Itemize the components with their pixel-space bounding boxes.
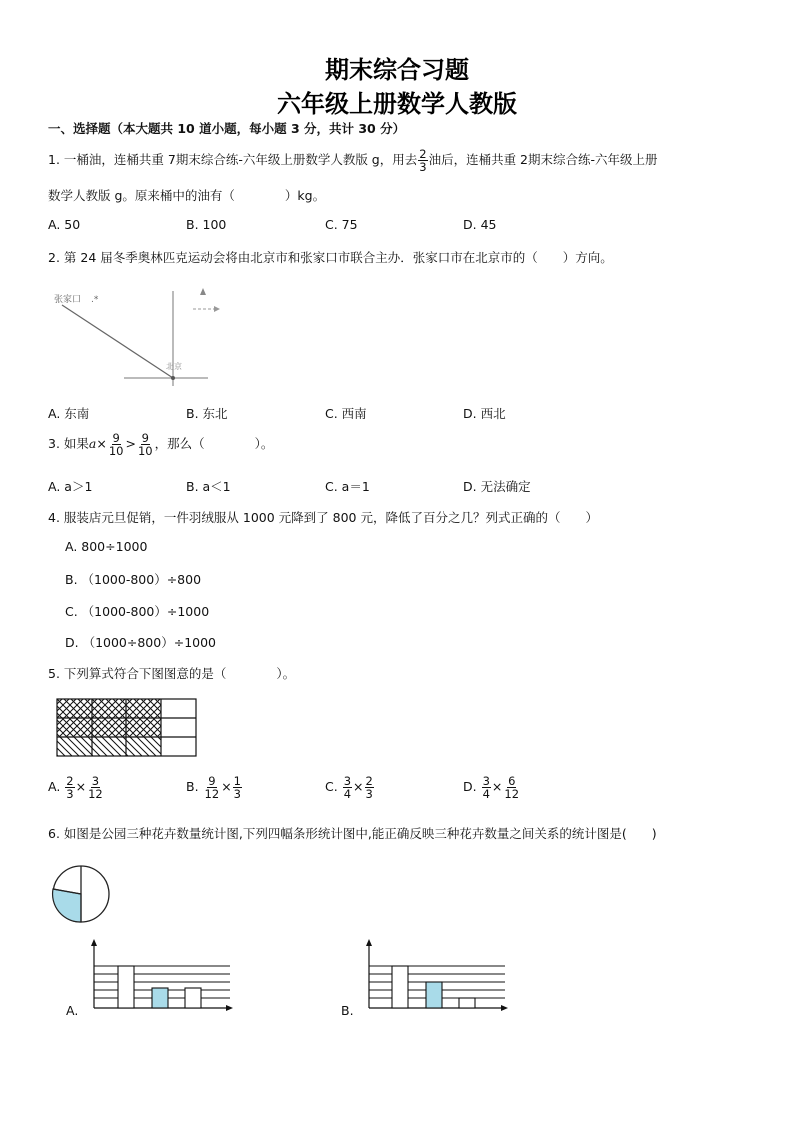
variable-a: a bbox=[88, 436, 97, 452]
question-1-option-c[interactable]: C. 75 bbox=[325, 217, 358, 232]
fraction-numerator: 6 bbox=[508, 774, 516, 788]
bar-chart-b bbox=[361, 938, 511, 1014]
fraction-denominator: 10 bbox=[108, 444, 124, 459]
question-5-option-b[interactable] bbox=[186, 775, 243, 800]
option-label: B. bbox=[186, 779, 199, 795]
fraction-denominator: 3 bbox=[233, 787, 241, 802]
option-label: A. bbox=[48, 779, 61, 795]
fraction-denominator: 3 bbox=[66, 787, 74, 802]
question-5-option-a[interactable] bbox=[48, 775, 105, 800]
x-axis-arrow-icon bbox=[501, 1005, 508, 1011]
fraction-2 bbox=[87, 775, 104, 800]
bar-3 bbox=[459, 998, 475, 1008]
option-label: C. bbox=[325, 779, 338, 795]
fraction-numerator: 3 bbox=[482, 774, 490, 788]
y-axis-arrow-icon bbox=[91, 939, 97, 946]
fraction-1 bbox=[65, 775, 74, 800]
question-5-text: 5. 下列算式符合下图图意的是（ ）。 bbox=[48, 666, 296, 681]
fraction-denominator: 12 bbox=[204, 787, 220, 802]
fraction-denominator: 3 bbox=[365, 787, 373, 802]
option-label: D. bbox=[463, 779, 477, 795]
pie-chart bbox=[50, 863, 114, 927]
fraction-numerator: 3 bbox=[343, 774, 352, 788]
question-1-fraction bbox=[418, 148, 427, 173]
question-2-option-c[interactable]: C. 西南 bbox=[325, 406, 367, 421]
question-1-text-a: 1. 一桶油，连桶共重 7期末综合练-六年级上册数学人教版 g，用去 bbox=[48, 152, 418, 168]
east-arrow-icon bbox=[214, 306, 220, 312]
grid-diagram bbox=[56, 698, 198, 758]
fraction-numerator: 9 bbox=[141, 431, 149, 445]
question-5-option-d[interactable] bbox=[463, 775, 521, 800]
question-6-option-a[interactable]: A. bbox=[66, 1003, 79, 1018]
x-axis-arrow-icon bbox=[226, 1005, 233, 1011]
direction-line bbox=[62, 305, 173, 378]
question-2-option-b[interactable]: B. 东北 bbox=[186, 406, 228, 421]
fraction-denominator: 12 bbox=[504, 787, 520, 802]
bar-1 bbox=[392, 966, 408, 1008]
fraction-1 bbox=[343, 775, 352, 800]
page-title: 期末综合习题 bbox=[325, 55, 469, 84]
question-4-option-a[interactable]: A. 800÷1000 bbox=[65, 539, 148, 554]
question-1-option-a[interactable]: A. 50 bbox=[48, 217, 81, 232]
times-sign: × bbox=[491, 779, 503, 795]
question-2-option-d[interactable]: D. 西北 bbox=[463, 406, 506, 421]
y-axis-arrow-icon bbox=[366, 939, 372, 946]
fraction-numerator: 2 bbox=[365, 774, 373, 788]
bar-2 bbox=[152, 988, 168, 1008]
map-diagram bbox=[48, 283, 248, 393]
fraction-denominator: 12 bbox=[88, 787, 103, 802]
label-zhangjiakou: 张家口 bbox=[54, 295, 82, 305]
question-1-line-2: 数学人教版 g。原来桶中的油有（ ）kg。 bbox=[48, 188, 326, 203]
times-sign: × bbox=[75, 779, 87, 795]
section-heading: 一、选择题（本大题共 10 道小题，每小题 3 分，共计 30 分） bbox=[48, 121, 406, 136]
bar-chart-a bbox=[86, 938, 236, 1014]
fraction-denominator: 3 bbox=[419, 160, 427, 175]
fraction-denominator: 10 bbox=[137, 444, 153, 459]
pie-slice-accent bbox=[53, 889, 81, 922]
question-3-option-b[interactable]: B. a＜1 bbox=[186, 479, 231, 494]
fraction-denominator: 4 bbox=[482, 787, 490, 802]
question-4-option-c[interactable]: C. （1000-800）÷1000 bbox=[65, 604, 210, 619]
fraction-2 bbox=[503, 775, 520, 800]
greater-than-sign: > bbox=[125, 436, 136, 452]
question-4-option-d[interactable]: D. （1000÷800）÷1000 bbox=[65, 635, 217, 650]
question-3-fraction-2 bbox=[137, 432, 154, 457]
question-6-text: 6. 如图是公园三种花卉数量统计图,下列四幅条形统计图中,能正确反映三种花卉数量之间关系的统计图是( ) bbox=[48, 826, 657, 841]
fraction-numerator: 2 bbox=[419, 147, 427, 161]
origin-point bbox=[171, 376, 175, 380]
page-subtitle: 六年级上册数学人教版 bbox=[277, 89, 517, 118]
fraction-numerator: 2 bbox=[66, 774, 74, 788]
question-4-text: 4. 服装店元旦促销，一件羽绒服从 1000 元降到了 800 元，降低了百分之几？列式正确的（ ） bbox=[48, 510, 598, 525]
fraction-numerator: 3 bbox=[91, 774, 100, 788]
question-3-text bbox=[48, 432, 273, 457]
question-3-option-c[interactable]: C. a＝1 bbox=[325, 479, 370, 494]
hatch-region-left bbox=[57, 699, 161, 756]
question-1-line-1 bbox=[48, 148, 658, 173]
question-2-text: 2. 第 24 届冬季奥林匹克运动会将由北京市和张家口市联合主办．张家口市在北京市的（ ）方向。 bbox=[48, 250, 613, 265]
bar-2 bbox=[426, 982, 442, 1008]
question-2-option-a[interactable]: A. 东南 bbox=[48, 406, 90, 421]
question-1-option-b[interactable]: B. 100 bbox=[186, 217, 227, 232]
label-beijing: 北京 bbox=[166, 362, 182, 371]
bar-1 bbox=[118, 966, 134, 1008]
fraction-2 bbox=[233, 775, 242, 800]
question-1-option-d[interactable]: D. 45 bbox=[463, 217, 497, 232]
label-zhangjiakou-mark: .* bbox=[91, 295, 99, 305]
question-3-option-a[interactable]: A. a＞1 bbox=[48, 479, 93, 494]
fraction-numerator: 9 bbox=[208, 774, 216, 788]
times-sign: × bbox=[96, 436, 107, 452]
question-3-prefix: 3. 如果 bbox=[48, 436, 89, 452]
fraction-numerator: 9 bbox=[112, 431, 120, 445]
fraction-1 bbox=[482, 775, 491, 800]
question-3-option-d[interactable]: D. 无法确定 bbox=[463, 479, 531, 494]
fraction-denominator: 4 bbox=[343, 787, 352, 802]
bar-3 bbox=[185, 988, 201, 1008]
question-4-option-b[interactable]: B. （1000-800）÷800 bbox=[65, 572, 202, 587]
question-6-option-b[interactable]: B. bbox=[341, 1003, 354, 1018]
question-3-fraction-1 bbox=[108, 432, 125, 457]
fraction-2 bbox=[365, 775, 374, 800]
times-sign: × bbox=[353, 779, 364, 795]
question-1-text-b: 油后，连桶共重 2期末综合练-六年级上册 bbox=[428, 152, 658, 168]
fraction-1 bbox=[204, 775, 221, 800]
question-3-suffix: ，那么（ ）。 bbox=[154, 436, 274, 452]
north-arrow-icon bbox=[200, 288, 206, 295]
question-5-option-c[interactable] bbox=[325, 775, 375, 800]
fraction-numerator: 1 bbox=[233, 774, 241, 788]
times-sign: × bbox=[221, 779, 232, 795]
